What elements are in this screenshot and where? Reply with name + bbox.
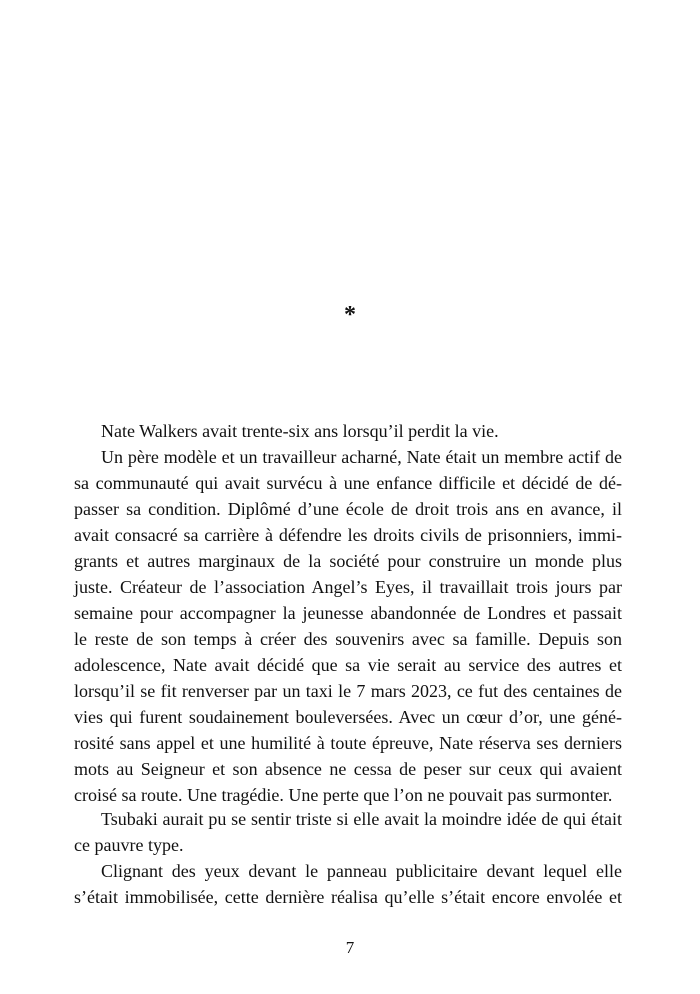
- text-line: s’était immobilisée, cette dernière réalisa qu’elle s’était encore envolée et: [74, 887, 622, 907]
- text-line: passer sa condition. Diplômé d’une école de droit trois ans en avance, il: [74, 499, 622, 519]
- section-separator: *: [344, 302, 356, 328]
- text-line: avait consacré sa carrière à défendre les droits civils de prisonniers, immi-: [74, 525, 622, 545]
- paragraph-2: [74, 444, 622, 808]
- text-section-2: [74, 806, 622, 910]
- text-line: semaine pour accompagner la jeunesse abandonnée de Londres et passait: [74, 603, 622, 623]
- text-line: mots au Seigneur et son absence ne cessa de peser sur ceux qui avaient: [74, 759, 622, 779]
- paragraph-3: [74, 806, 622, 858]
- text-line: rosité sans appel et une humilité à toute épreuve, Nate réserva ses derniers: [74, 733, 622, 753]
- text-line: grants et autres marginaux de la société pour construire un monde plus: [74, 551, 622, 571]
- text-line: ce pauvre type.: [74, 835, 184, 855]
- text-line: Clignant des yeux devant le panneau publicitaire devant lequel elle: [101, 861, 622, 881]
- page-number: 7: [345, 938, 355, 957]
- text-line: le reste de son temps à créer des souvenirs avec sa famille. Depuis son: [74, 629, 622, 649]
- text-line: croisé sa route. Une tragédie. Une perte que l’on ne pouvait pas surmonter.: [74, 785, 613, 805]
- text-line: Nate Walkers avait trente-six ans lorsqu’il perdit la vie.: [101, 421, 499, 441]
- text-line: sa communauté qui avait survécu à une enfance difficile et décidé de dé-: [74, 473, 622, 493]
- text-line: adolescence, Nate avait décidé que sa vie serait au service des autres et: [74, 655, 622, 675]
- paragraph-1: [74, 418, 622, 444]
- text-line: lorsqu’il se fit renverser par un taxi le 7 mars 2023, ce fut des centaines de: [74, 681, 622, 701]
- text-line: vies qui furent soudainement bouleversées. Avec un cœur d’or, une géné-: [74, 707, 622, 727]
- text-line: Un père modèle et un travailleur acharné, Nate était un membre actif de: [101, 447, 622, 467]
- paragraph-4: [74, 858, 622, 910]
- text-section-1: [74, 418, 622, 808]
- text-line: Tsubaki aurait pu se sentir triste si elle avait la moindre idée de qui était: [101, 809, 622, 829]
- text-line: juste. Créateur de l’association Angel’s Eyes, il travaillait trois jours par: [74, 577, 622, 597]
